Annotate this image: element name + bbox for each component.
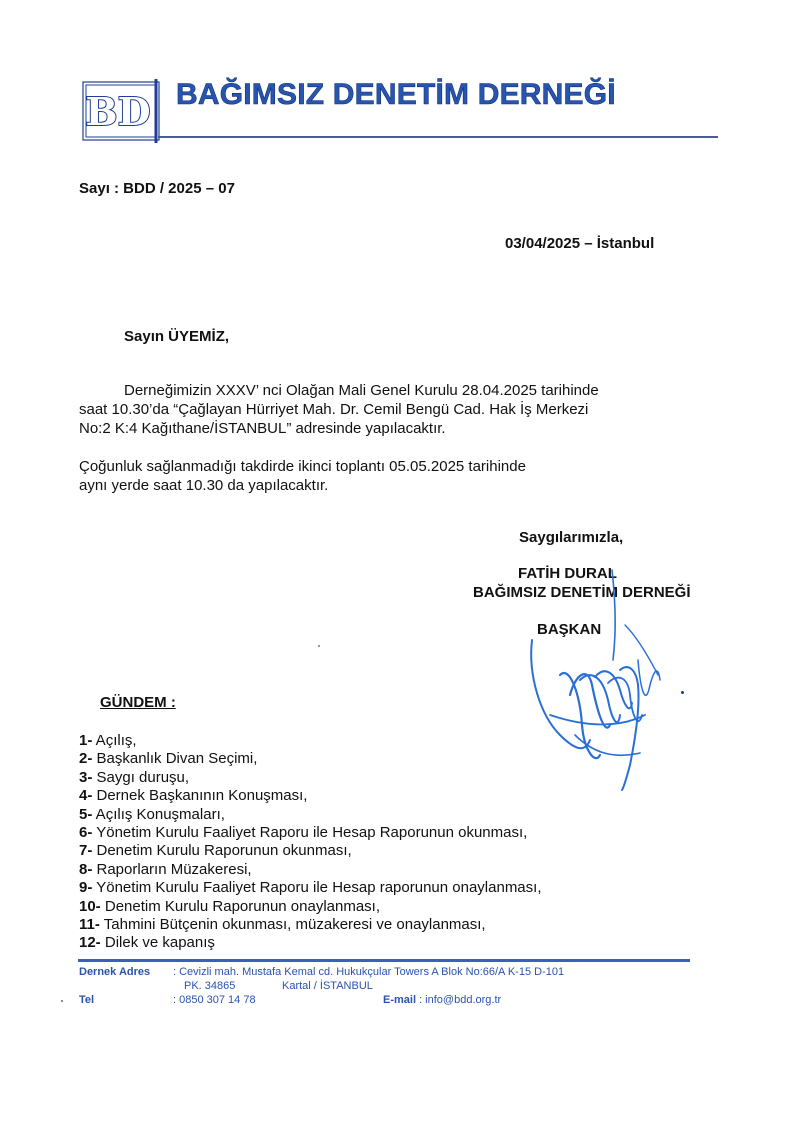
footer-tel-label: Tel — [79, 994, 95, 1006]
agenda-item — [79, 750, 542, 768]
agenda-item-text: Açılış, — [92, 732, 137, 749]
body-line: saat 10.30’da “Çağlayan Hürriyet Mah. Dr. Cemil Bengü Cad. Hak İş Merkezi — [79, 401, 589, 418]
footer-address-line: : Cevizli mah. Mustafa Kemal cd. Hukukçular Towers A Blok No:66/A K-15 D-101 — [173, 966, 565, 978]
closing-salute: Saygılarımızla, — [519, 529, 624, 546]
agenda-item-number: 5- — [79, 805, 93, 823]
salutation: Sayın ÜYEMİZ, — [124, 328, 230, 345]
agenda-item-number: 2- — [79, 750, 93, 768]
signer-name: FATİH DURAL — [518, 565, 617, 582]
ink-speck — [318, 645, 320, 647]
agenda-item-text: Raporların Müzakeresi, — [92, 860, 252, 878]
agenda-item — [79, 806, 542, 824]
agenda-item-text: Dernek Başkanının Konuşması, — [92, 787, 308, 805]
agenda-item-number: 8- — [79, 860, 93, 878]
agenda-item-number: 4- — [79, 787, 93, 805]
agenda-item-number: 12- — [79, 934, 101, 952]
body-paragraph-2 — [79, 457, 526, 495]
agenda-item-text: Denetim Kurulu Raporunun onaylanması, — [100, 897, 381, 915]
header-divider — [158, 136, 718, 138]
footer-divider — [78, 959, 690, 962]
agenda-item-text: Dilek ve kapanış — [100, 934, 215, 952]
agenda-item — [79, 879, 542, 897]
agenda-item — [79, 842, 542, 860]
agenda-item-text: Açılış Konuşmaları, — [92, 805, 225, 823]
logo — [82, 79, 160, 143]
agenda-item — [79, 861, 542, 879]
date-place: 03/04/2025 – İstanbul — [505, 235, 655, 252]
agenda-item-number: 9- — [79, 879, 93, 897]
agenda-item-text: Tahmini Bütçenin okunması, müzakeresi ve onaylanması, — [99, 916, 486, 934]
organization-title: BAĞIMSIZ DENETİM DERNEĞİ — [176, 78, 616, 111]
footer-address-label: Dernek Adres — [79, 966, 151, 978]
body-line: aynı yerde saat 10.30 da yapılacaktır. — [79, 477, 329, 494]
reference-number: Sayı : BDD / 2025 – 07 — [79, 180, 235, 197]
agenda-item-number: 7- — [79, 842, 93, 860]
ink-speck — [681, 691, 684, 694]
agenda-item — [79, 824, 542, 842]
body-line: Derneğimizin XXXV’ nci Olağan Mali Genel Kurulu 28.04.2025 tarihinde — [124, 382, 599, 399]
footer-email-label: E-mail — [383, 994, 417, 1006]
agenda-item-text: Yönetim Kurulu Faaliyet Raporu ile Hesap raporunun onaylanması, — [92, 879, 542, 897]
agenda-item-number: 10- — [79, 897, 101, 915]
agenda-item — [79, 769, 542, 787]
signer-organization: BAĞIMSIZ DENETİM DERNEĞİ — [473, 584, 691, 601]
signer-role: BAŞKAN — [537, 621, 602, 638]
footer-tel-value: : 0850 307 14 78 — [173, 994, 256, 1006]
agenda-item-text: Başkanlık Divan Seçimi, — [92, 750, 258, 768]
agenda-item-text: Yönetim Kurulu Faaliyet Raporu ile Hesap Raporunun okunması, — [92, 824, 528, 842]
scan-speck — [61, 1000, 63, 1002]
logo-text: BD — [85, 89, 151, 134]
body-line: No:2 K:4 Kağıthane/İSTANBUL” adresinde yapılacaktır. — [79, 420, 446, 437]
body-line: Çoğunluk sağlanmadığı takdirde ikinci toplantı 05.05.2025 tarihinde — [79, 458, 526, 475]
handwritten-signature — [520, 565, 700, 800]
agenda-item-number: 1- — [79, 732, 93, 749]
agenda-item — [79, 732, 542, 750]
agenda-title: GÜNDEM : — [100, 694, 176, 711]
agenda-list — [79, 732, 542, 953]
footer-postcode: PK. 34865 — [184, 980, 236, 992]
agenda-item — [79, 787, 542, 805]
agenda-item-text: Denetim Kurulu Raporunun okunması, — [92, 842, 352, 860]
agenda-item — [79, 916, 542, 934]
footer-email-value: : info@bdd.org.tr — [416, 994, 502, 1006]
agenda-item — [79, 934, 542, 952]
agenda-item-number: 6- — [79, 824, 93, 842]
body-paragraph-1 — [79, 381, 599, 438]
agenda-item-number: 11- — [79, 916, 100, 934]
agenda-item-number: 3- — [79, 768, 93, 786]
agenda-item — [79, 898, 542, 916]
footer-city: Kartal / İSTANBUL — [282, 980, 373, 992]
footer-email — [383, 994, 501, 1006]
agenda-item-text: Saygı duruşu, — [92, 768, 190, 786]
